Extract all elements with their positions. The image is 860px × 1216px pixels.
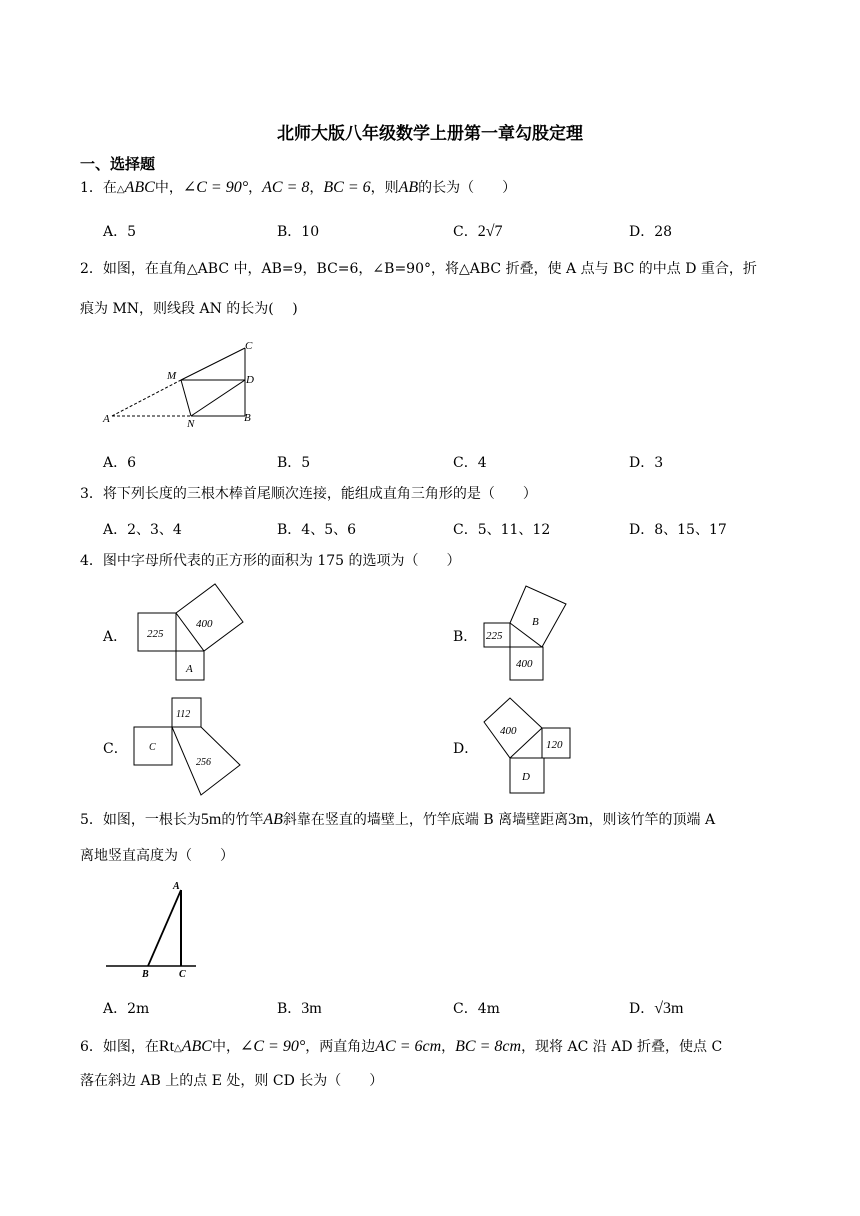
q4b-label-400: 400 [516,658,533,670]
q4-option-b[interactable]: B． [453,629,478,645]
q1-ab: AB [398,179,419,196]
q1-ac: AC = 8 [262,179,310,196]
q4b-label-225: 225 [486,630,503,642]
q1-option-c[interactable]: C．2√7 [453,223,503,240]
q2-label-a: A [103,413,110,425]
q2-segment-mn [181,380,191,416]
q1-bc: BC = 6 [323,179,371,196]
q2-option-b[interactable]: B．5 [277,455,311,471]
q2-option-c[interactable]: C．4 [453,455,487,471]
q2-figure [95,335,270,430]
q5-option-d-value: √3m [654,1000,684,1017]
question-1-stem [80,178,516,200]
q1-option-d[interactable]: D．28 [629,224,673,240]
q1-abc: ABC [124,179,155,196]
q5-label-c: C [179,969,186,980]
question-3-stem: 3．将下列长度的三根木棒首尾顺次连接，能组成直角三角形的是（ ） [80,486,537,502]
q5-figure [100,872,210,980]
q4-figure-c [128,692,248,802]
q4a-label-a: A [186,663,193,675]
q5-pole [148,890,181,966]
q1-text: 的长为（ ） [418,180,517,196]
q3-option-c[interactable]: C．5、11、12 [453,522,551,538]
q2-label-b: B [244,412,251,424]
q4d-label-400: 400 [500,725,517,737]
q5-option-b-value: 3m [301,1000,322,1017]
q2-label-n: N [187,418,195,430]
q3-option-a[interactable]: A．2、3、4 [103,522,182,538]
q4a-label-225: 225 [147,628,164,640]
q5-option-d[interactable]: D．√3m [629,1000,684,1017]
q1-option-a[interactable]: A．5 [103,224,137,240]
q4c-label-256: 256 [196,757,211,768]
q4-option-d[interactable]: D． [453,741,479,757]
q4b-label-b: B [532,616,539,628]
q2-label-d: D [246,374,254,386]
question-2-line1: 2．如图，在直角△ABC 中，AB=9，BC=6，∠B=90°，将△ABC 折叠，使 A 点与 BC 的中点 D 重合，折 [80,261,757,277]
q1-text: ，则 [370,180,399,196]
q4-figure-d [478,692,578,802]
q1-option-c-value: 2√7 [477,223,503,240]
q2-label-c: C [245,340,253,352]
q3-option-d[interactable]: D．8、15、17 [629,522,727,538]
page-title: 北师大版八年级数学上册第一章勾股定理 [277,124,583,144]
q6-abc: ABC [181,1038,212,1055]
q4-figure-b [478,580,578,685]
question-2-line2: 痕为 MN，则线段 AN 的长为( ) [80,301,298,317]
q6-angle: ∠C = 90° [239,1038,306,1055]
q4c-label-112: 112 [176,709,191,720]
q5-label-b: B [142,969,149,980]
q6-bc: BC = 8cm [455,1038,522,1055]
q2-segment-mc [181,348,245,380]
q2-label-m: M [167,370,177,382]
q2-option-d[interactable]: D．3 [629,455,664,471]
q4-option-a[interactable]: A． [103,629,128,645]
q1-sep: ， [309,180,324,196]
q5-distance: 3m [568,811,589,828]
q5-option-c[interactable]: C．4m [453,1001,500,1017]
q1-angle: ∠C = 90° [182,179,249,196]
q6-ac: AC = 6cm [375,1038,442,1055]
q5-ab: AB [263,811,283,828]
q1-triangle-symbol: △ [116,184,125,195]
question-5-line2: 离地竖直高度为（ ） [80,848,234,864]
q4-figure-a [130,580,250,685]
q5-option-b[interactable]: B．3m [277,1000,322,1017]
q1-text: 中， [154,180,183,196]
q2-option-a[interactable]: A．6 [103,455,137,471]
q5-label-a: A [173,881,180,892]
section-heading: 一、选择题 [80,155,156,173]
q4c-label-c: C [149,742,156,753]
q5-option-a[interactable]: A．2m [103,1001,150,1017]
question-6-line1: 6．如图，在Rt△ABC中，∠C = 90°，两直角边AC = 6cm，BC = 8cm，现将 AC 沿 AD 折叠，使点 C [80,1038,723,1055]
q1-option-b[interactable]: B．10 [277,224,320,240]
q4d-label-d: D [522,771,530,783]
q3-option-b[interactable]: B．4、5、6 [277,522,357,538]
q4-option-c[interactable]: C． [103,741,128,757]
q1-number: 1．在 [80,180,117,196]
q1-sep: ， [248,180,263,196]
q2-segment-nd [191,380,245,416]
q2-segment-am [112,380,181,416]
q4a-label-400: 400 [196,618,213,630]
q6-rt: Rt [158,1038,175,1055]
q4d-label-120: 120 [546,739,563,751]
q5-length: 5m [200,811,222,828]
question-5-line1: 5．如图，一根长为5m的竹竿AB斜靠在竖直的墙壁上，竹竿底端 B 离墙壁距离3m，则该竹竿的顶端 A [80,811,716,828]
question-4-stem: 4．图中字母所代表的正方形的面积为 175 的选项为（ ） [80,553,461,569]
question-6-line2: 落在斜边 AB 上的点 E 处，则 CD 长为（ ） [80,1073,384,1089]
